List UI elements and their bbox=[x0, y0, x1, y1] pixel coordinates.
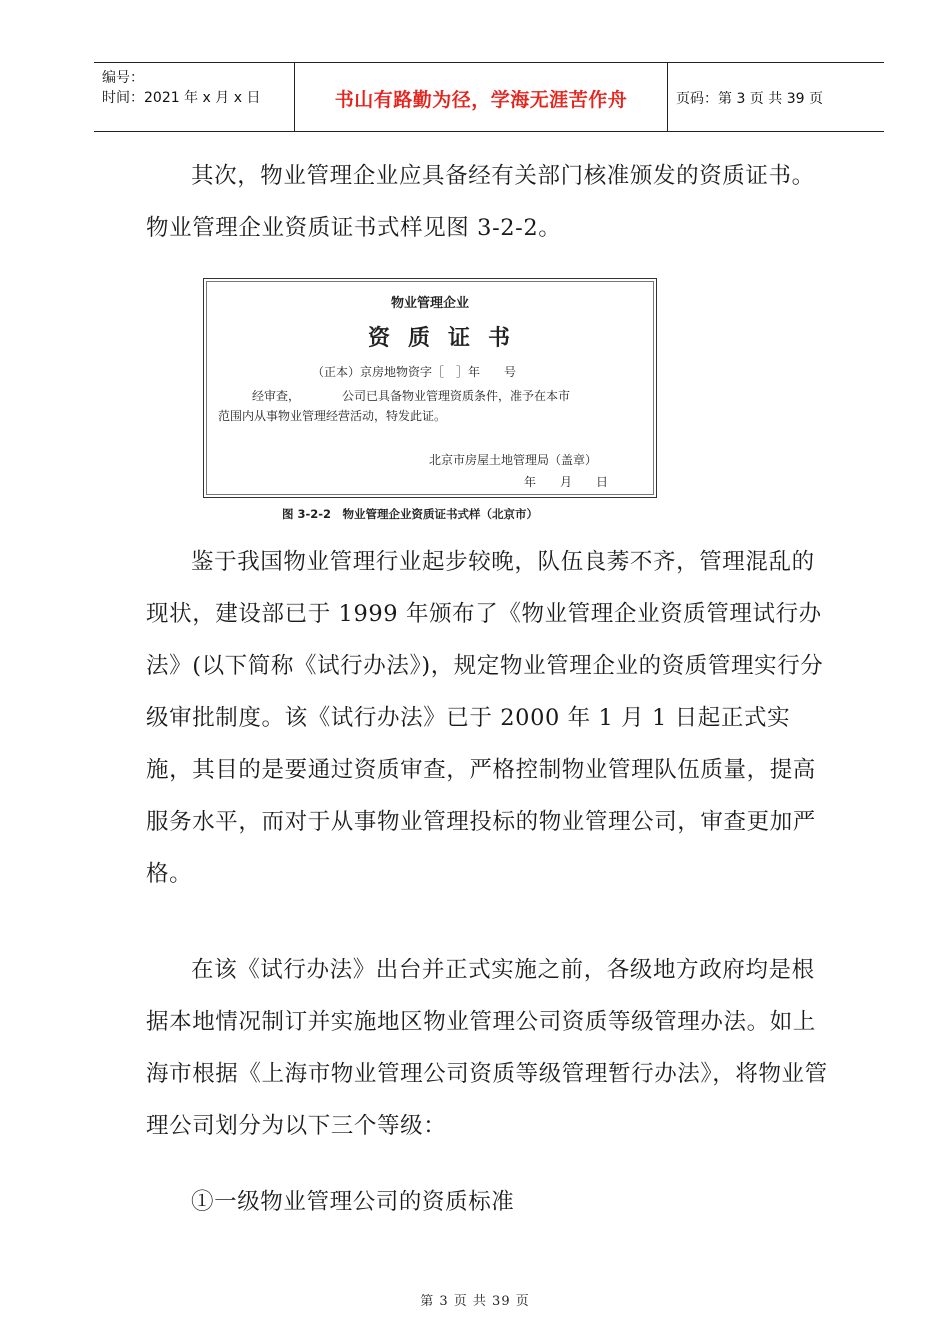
header-page-cell bbox=[668, 63, 884, 131]
paragraph-trial-measures: 鉴于我国物业管理行业起步较晚，队伍良莠不齐，管理混乱的现状，建设部已于 1999 年颁布了《物业管理企业资质管理试行办法》(以下简称《试行办法》)，规定物业管理企业的资质管理实行分级审批制度。该《试行办法》已于 2000 年 1 月 1 日起正式实施，其目的是要通过资质审查，严格控制物业管理队伍质量，提高服务水平，而对于从事物业管理投标的物业管理公司，审查更加严格。 bbox=[146, 549, 824, 887]
certificate-sample-figure bbox=[203, 278, 657, 498]
header-motto: 书山有路勤为径，学海无涯苦作舟 bbox=[334, 89, 628, 111]
certificate-number-line: （正本）京房地物资字［ ］年 号 bbox=[312, 365, 517, 379]
page-footer: 第 3 页 共 39 页 bbox=[420, 1294, 530, 1309]
document-time-label: 时间：2021 年 x 月 x 日 bbox=[102, 90, 261, 106]
document-header bbox=[94, 62, 884, 132]
header-meta-cell bbox=[94, 63, 294, 131]
certificate-title: 资质证书 bbox=[367, 325, 528, 351]
certificate-date: 年 月 日 bbox=[524, 475, 609, 489]
certificate-body-line-2: 范围内从事物业管理经营活动，特发此证。 bbox=[218, 409, 447, 423]
list-item-first-grade-standard: ①一级物业管理公司的资质标准 bbox=[191, 1189, 515, 1215]
figure-caption: 图 3-2-2 物业管理企业资质证书式样（北京市） bbox=[282, 507, 539, 521]
certificate-body-line-1: 经审查， 公司已具备物业管理资质条件，准予在本市 bbox=[252, 389, 571, 403]
header-page-info: 页码：第 3 页 共 39 页 bbox=[676, 91, 823, 107]
header-motto-cell bbox=[294, 63, 668, 131]
paragraph-qualification-certificate: 其次，物业管理企业应具备经有关部门核准颁发的资质证书。物业管理企业资质证书式样见图 3-2-2。 bbox=[146, 163, 815, 241]
paragraph-local-measures: 在该《试行办法》出台并正式实施之前，各级地方政府均是根据本地情况制订并实施地区物业管理公司资质等级管理办法。如上海市根据《上海市物业管理公司资质等级管理暂行办法》，将物业管理公司划分为以下三个等级： bbox=[146, 957, 828, 1139]
document-number-label: 编号： bbox=[102, 70, 144, 86]
certificate-issuer: 北京市房屋土地管理局（盖章） bbox=[429, 453, 598, 467]
certificate-subtitle: 物业管理企业 bbox=[390, 296, 469, 311]
